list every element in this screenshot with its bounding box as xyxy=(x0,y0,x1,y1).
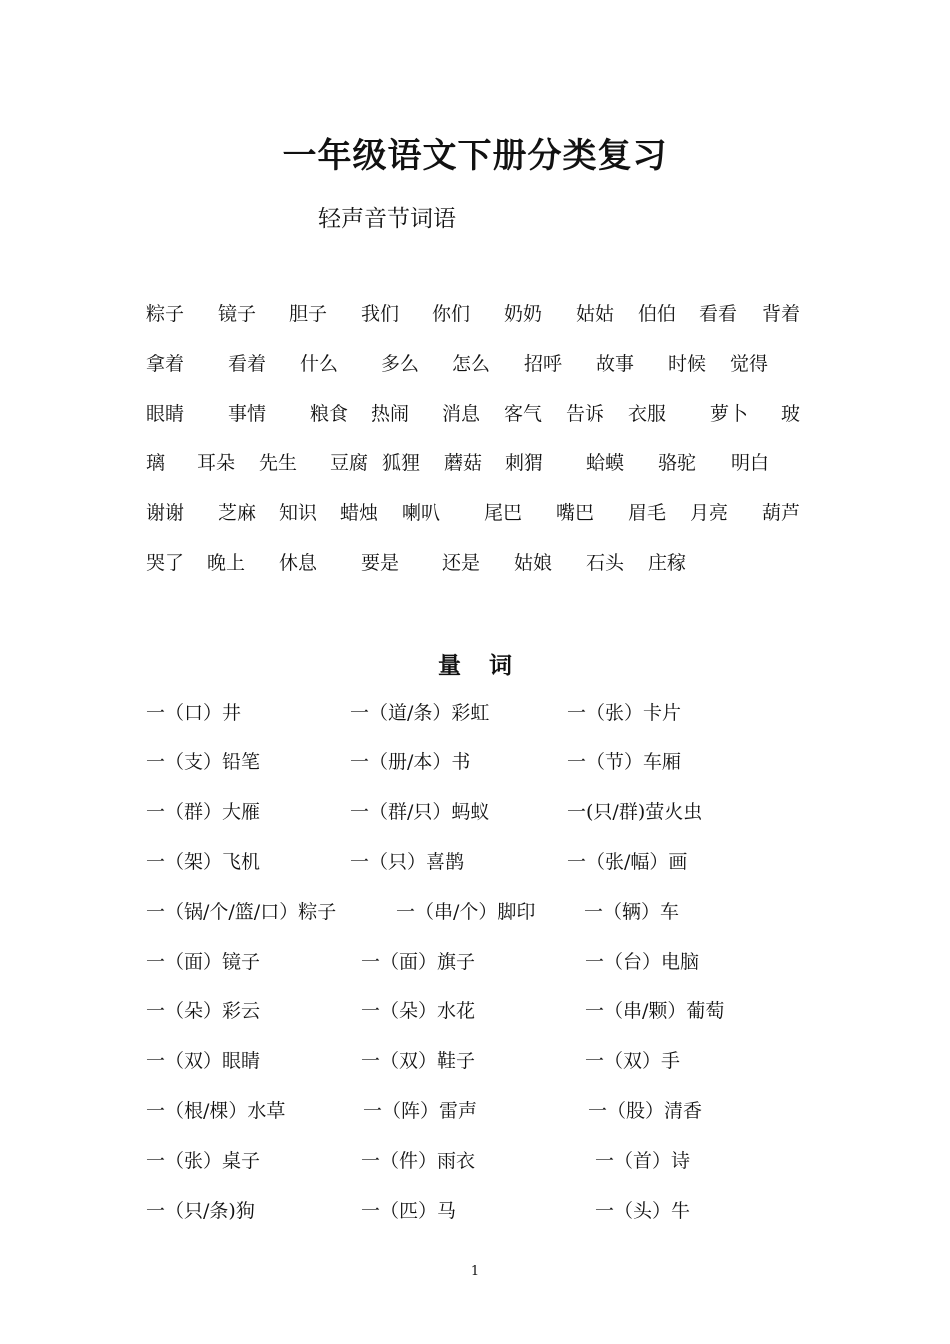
measure-item: 一（件）雨衣 xyxy=(361,1150,476,1172)
section-title-measure-words: 量 词 xyxy=(437,653,512,679)
word-row xyxy=(146,349,816,379)
measure-item: 一（阵）雷声 xyxy=(363,1100,478,1122)
measure-item: 一（锅/个/篮/口）粽子 xyxy=(146,901,337,923)
word: 招呼 xyxy=(524,353,563,375)
word: 休息 xyxy=(279,552,318,574)
word: 胆子 xyxy=(289,303,328,325)
word: 庄稼 xyxy=(648,552,687,574)
measure-item: 一（只）喜鹊 xyxy=(350,851,465,873)
word: 萝卜 xyxy=(710,403,749,425)
measure-item: 一（匹）马 xyxy=(361,1200,457,1222)
measure-item: 一（朵）水花 xyxy=(361,1000,476,1022)
word: 先生 xyxy=(259,452,298,474)
word: 镜子 xyxy=(218,303,257,325)
word: 芝麻 xyxy=(218,502,257,524)
measure-item: 一（支）铅笔 xyxy=(146,751,261,773)
measure-row xyxy=(0,1146,950,1176)
word: 觉得 xyxy=(730,353,769,375)
measure-item: 一（架）飞机 xyxy=(146,851,261,873)
measure-item: 一（只/条)狗 xyxy=(146,1200,255,1222)
word: 玻 xyxy=(781,403,801,425)
word: 尾巴 xyxy=(484,502,523,524)
measure-item: 一（节）车厢 xyxy=(567,751,682,773)
word: 背着 xyxy=(762,303,801,325)
word: 眉毛 xyxy=(628,502,667,524)
word: 怎么 xyxy=(452,353,491,375)
word: 粽子 xyxy=(146,303,185,325)
word: 刺猬 xyxy=(505,452,544,474)
measure-item: 一（串/颗）葡萄 xyxy=(585,1000,725,1022)
measure-item: 一（道/条）彩虹 xyxy=(350,702,490,724)
section-title-neutral-tone: 轻声音节词语 xyxy=(318,206,456,232)
word: 姑姑 xyxy=(576,303,615,325)
word: 嘴巴 xyxy=(556,502,595,524)
word: 谢谢 xyxy=(146,502,185,524)
measure-item: 一（群）大雁 xyxy=(146,801,261,823)
measure-item: 一（册/本）书 xyxy=(350,751,471,773)
measure-item: 一（张）桌子 xyxy=(146,1150,261,1172)
measure-item: 一（朵）彩云 xyxy=(146,1000,261,1022)
measure-row xyxy=(0,847,950,877)
measure-item: 一（台）电脑 xyxy=(585,951,700,973)
word: 拿着 xyxy=(146,353,185,375)
measure-item: 一（张/幅）画 xyxy=(567,851,688,873)
word: 骆驼 xyxy=(658,452,697,474)
word: 衣服 xyxy=(628,403,667,425)
word: 你们 xyxy=(432,303,471,325)
word: 蘑菇 xyxy=(444,452,483,474)
word: 事情 xyxy=(228,403,267,425)
measure-row xyxy=(0,747,950,777)
word: 姑娘 xyxy=(514,552,553,574)
word: 狐狸 xyxy=(382,452,421,474)
word: 粮食 xyxy=(310,403,349,425)
measure-item: 一（辆）车 xyxy=(584,901,680,923)
measure-item: 一（头）牛 xyxy=(595,1200,691,1222)
word: 时候 xyxy=(668,353,707,375)
measure-row xyxy=(0,797,950,827)
measure-item: 一（群/只）蚂蚁 xyxy=(350,801,490,823)
word: 伯伯 xyxy=(638,303,677,325)
word: 眼睛 xyxy=(146,403,185,425)
measure-item: 一（面）旗子 xyxy=(361,951,476,973)
page-title: 一年级语文下册分类复习 xyxy=(282,136,668,176)
word: 蛤蟆 xyxy=(586,452,625,474)
measure-row xyxy=(0,897,950,927)
word-row xyxy=(146,498,816,528)
word: 还是 xyxy=(442,552,481,574)
word: 多么 xyxy=(381,353,420,375)
word-row xyxy=(146,299,816,329)
measure-row xyxy=(0,996,950,1026)
word: 看看 xyxy=(699,303,738,325)
word: 蜡烛 xyxy=(340,502,379,524)
measure-item: 一（双）眼睛 xyxy=(146,1050,261,1072)
measure-row xyxy=(0,1096,950,1126)
word: 告诉 xyxy=(566,403,605,425)
word: 我们 xyxy=(361,303,400,325)
measure-item: 一（双）手 xyxy=(585,1050,681,1072)
page-number: 1 xyxy=(470,1264,480,1279)
word: 璃 xyxy=(146,452,166,474)
word: 故事 xyxy=(596,353,635,375)
measure-row xyxy=(0,947,950,977)
word: 消息 xyxy=(442,403,481,425)
word: 奶奶 xyxy=(504,303,543,325)
word: 喇叭 xyxy=(402,502,441,524)
word: 看着 xyxy=(228,353,267,375)
measure-item: 一（股）清香 xyxy=(588,1100,703,1122)
word: 要是 xyxy=(361,552,400,574)
measure-item: 一（口）井 xyxy=(146,702,242,724)
measure-item: 一（双）鞋子 xyxy=(361,1050,476,1072)
word: 葫芦 xyxy=(762,502,801,524)
word: 哭了 xyxy=(146,552,185,574)
word: 耳朵 xyxy=(197,452,236,474)
word: 豆腐 xyxy=(330,452,369,474)
measure-row xyxy=(0,1196,950,1226)
word: 热闹 xyxy=(371,403,410,425)
word-row xyxy=(146,448,816,478)
word-row xyxy=(146,399,816,429)
measure-item: 一（张）卡片 xyxy=(567,702,682,724)
word: 知识 xyxy=(279,502,318,524)
word: 石头 xyxy=(586,552,625,574)
measure-item: 一（根/棵）水草 xyxy=(146,1100,286,1122)
measure-item: 一(只/群)萤火虫 xyxy=(567,801,703,823)
word-row xyxy=(146,548,816,578)
word: 客气 xyxy=(504,403,543,425)
measure-item: 一（串/个）脚印 xyxy=(396,901,536,923)
word: 晚上 xyxy=(207,552,246,574)
measure-item: 一（首）诗 xyxy=(595,1150,691,1172)
measure-row xyxy=(0,1046,950,1076)
measure-item: 一（面）镜子 xyxy=(146,951,261,973)
measure-row xyxy=(0,698,950,728)
word: 明白 xyxy=(731,452,770,474)
word: 月亮 xyxy=(690,502,729,524)
word: 什么 xyxy=(300,353,339,375)
